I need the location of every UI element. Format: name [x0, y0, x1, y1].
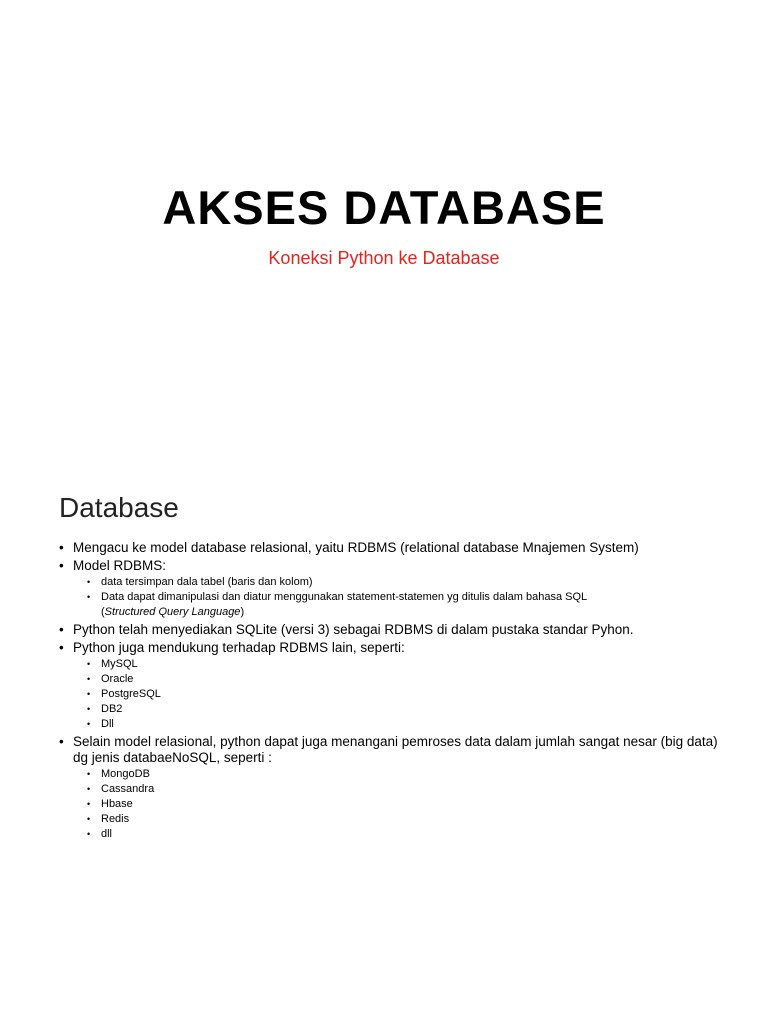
bullet-dot: •	[87, 674, 91, 684]
sub-bullet-item	[87, 782, 719, 797]
bullet-text: Mengacu ke model database relasional, yaitu RDBMS (relational database Mnajemen System)	[73, 540, 639, 555]
bullet-dot: •	[59, 640, 64, 655]
sub-bullet-text: Data dapat dimanipulasi dan diatur menggunakan statement-statemen yg ditulis dalam bahasa SQL	[101, 591, 588, 603]
sub-bullet-item	[87, 717, 719, 732]
sub-bullet-text: MySQL	[101, 658, 138, 670]
bullet-dot: •	[87, 592, 91, 602]
sub-bullet-list	[87, 767, 719, 842]
sub-bullet-text: DB2	[101, 703, 123, 715]
content-heading: Database	[59, 492, 179, 523]
bullet-dot: •	[87, 799, 91, 809]
sub-bullet-list	[87, 657, 719, 732]
sub-bullet-text: dll	[101, 828, 113, 840]
bullet-dot: •	[87, 769, 91, 779]
bullet-dot: •	[59, 734, 64, 749]
sub-bullet-item	[87, 672, 719, 687]
bullet-dot: •	[87, 719, 91, 729]
bullet-dot: •	[87, 814, 91, 824]
bullet-dot: •	[87, 689, 91, 699]
sub-bullet-text: Dll	[101, 718, 114, 730]
sub-bullet-text: MongoDB	[101, 768, 150, 780]
bullet-dot: •	[87, 659, 91, 669]
bullet-item	[59, 640, 719, 732]
sub-bullet-item	[87, 797, 719, 812]
bullet-text: Python telah menyediakan SQLite (versi 3) sebagai RDBMS di dalam pustaka standar Pyhon.	[73, 622, 634, 637]
bullet-dot: •	[87, 784, 91, 794]
sub-bullet-item	[87, 657, 719, 672]
sub-bullet-text: Cassandra	[101, 783, 155, 795]
paren-open: (	[101, 606, 105, 618]
sub-bullet-list	[87, 575, 719, 620]
slide-title: AKSES DATABASE	[162, 181, 606, 234]
paren-close: )	[240, 606, 245, 618]
bullet-text: Python juga mendukung terhadap RDBMS lain, seperti:	[73, 640, 405, 655]
bullet-item	[59, 734, 719, 842]
bullet-dot: •	[59, 540, 64, 555]
sub-bullet-item	[87, 575, 719, 590]
sql-expansion-text: Structured Query Language	[104, 606, 241, 618]
sub-bullet-text: Oracle	[101, 673, 134, 685]
bullet-text: Model RDBMS:	[73, 558, 167, 573]
bullet-dot: •	[87, 577, 91, 587]
bullet-text: Selain model relasional, python dapat juga menangani pemroses data dalam jumlah sangat nesar (big data) dg jenis databaeNoSQL, seperti :	[73, 734, 718, 765]
bullet-item	[59, 540, 719, 556]
bullet-list	[59, 540, 719, 844]
content-slide	[0, 470, 768, 1024]
title-slide	[0, 0, 768, 420]
slide-subtitle: Koneksi Python ke Database	[268, 248, 500, 268]
sub-bullet-item	[87, 702, 719, 717]
sub-bullet-text: data tersimpan dala tabel (baris dan kolom)	[101, 576, 313, 588]
sub-bullet-text: Redis	[101, 813, 130, 825]
sub-bullet-item	[87, 590, 719, 620]
sub-bullet-item	[87, 767, 719, 782]
sub-bullet-text: Hbase	[101, 798, 133, 810]
bullet-dot: •	[59, 622, 64, 637]
bullet-item	[59, 622, 719, 638]
bullet-item	[59, 558, 719, 620]
sub-bullet-item	[87, 827, 719, 842]
sub-bullet-item	[87, 812, 719, 827]
sub-bullet-item	[87, 687, 719, 702]
sub-bullet-text: PostgreSQL	[101, 688, 161, 700]
bullet-dot: •	[87, 829, 91, 839]
bullet-dot: •	[87, 704, 91, 714]
bullet-dot: •	[59, 558, 64, 573]
